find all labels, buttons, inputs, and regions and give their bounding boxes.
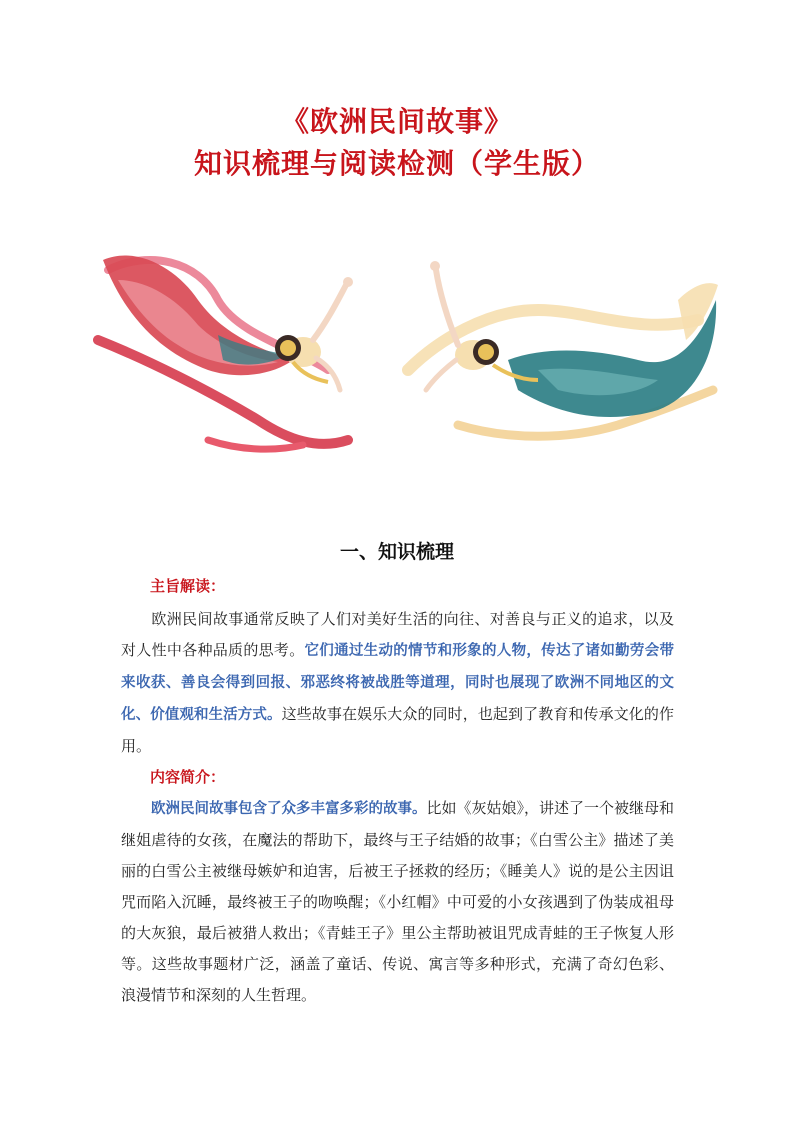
section-heading-knowledge: 一、知识梳理: [339, 541, 454, 563]
summary-text-plain: 比如《灰姑娘》，讲述了一个被继母和继姐虐待的女孩，在魔法的帮助下，最终与王子结婚的故事；《白雪公主》描述了美丽的白雪公主被继母嫉妒和迫害，后被王子拯救的经历；《睡美人》说的是公主因诅咒而陷入沉睡，最终被王子的吻唤醒；《小红帽》中可爱的小女孩遇到了伪装成祖母的大灰狼，最后被猎人救出；《青蛙王子》里公主帮助被诅咒成青蛙的王子恢复人形等。这些故事题材广泛，涵盖了童话、传说、寓言等多种形式，充满了奇幻色彩、浪漫情节和深刻的人生哲理。: [121, 799, 675, 1004]
summary-text-emphasis: 欧洲民间故事包含了众多丰富多彩的故事。: [151, 801, 427, 817]
figure-body: [275, 277, 353, 390]
theme-text-plain-2: 这些故事在娱乐大众的同时，也起到了教育和传承文化的作用。: [121, 705, 675, 755]
flying-apsara-teal-illustration: [398, 240, 723, 460]
theme-text-plain-1: 欧洲民间故事通常反映了人们对美好生活的向往、对善良与正义的追求，以及对人性中各种品质的思考。: [121, 610, 674, 659]
summary-paragraph: [121, 793, 674, 1011]
theme-paragraph: [121, 604, 674, 762]
summary-label: 内容简介：: [150, 768, 226, 786]
theme-text-emphasis: 它们通过生动的情节和形象的人物，传达了诸如勤劳会带来收获、善良会得到回报、邪恶终将被战胜等道理，同时也展现了欧洲不同地区的文化、价值观和生活方式。: [121, 643, 674, 723]
theme-label: 主旨解读：: [150, 577, 226, 595]
document-title: 《欧洲民间故事》: [280, 105, 513, 138]
document-subtitle: 知识梳理与阅读检测（学生版）: [193, 147, 600, 180]
flying-apsara-red-illustration: [88, 240, 378, 460]
